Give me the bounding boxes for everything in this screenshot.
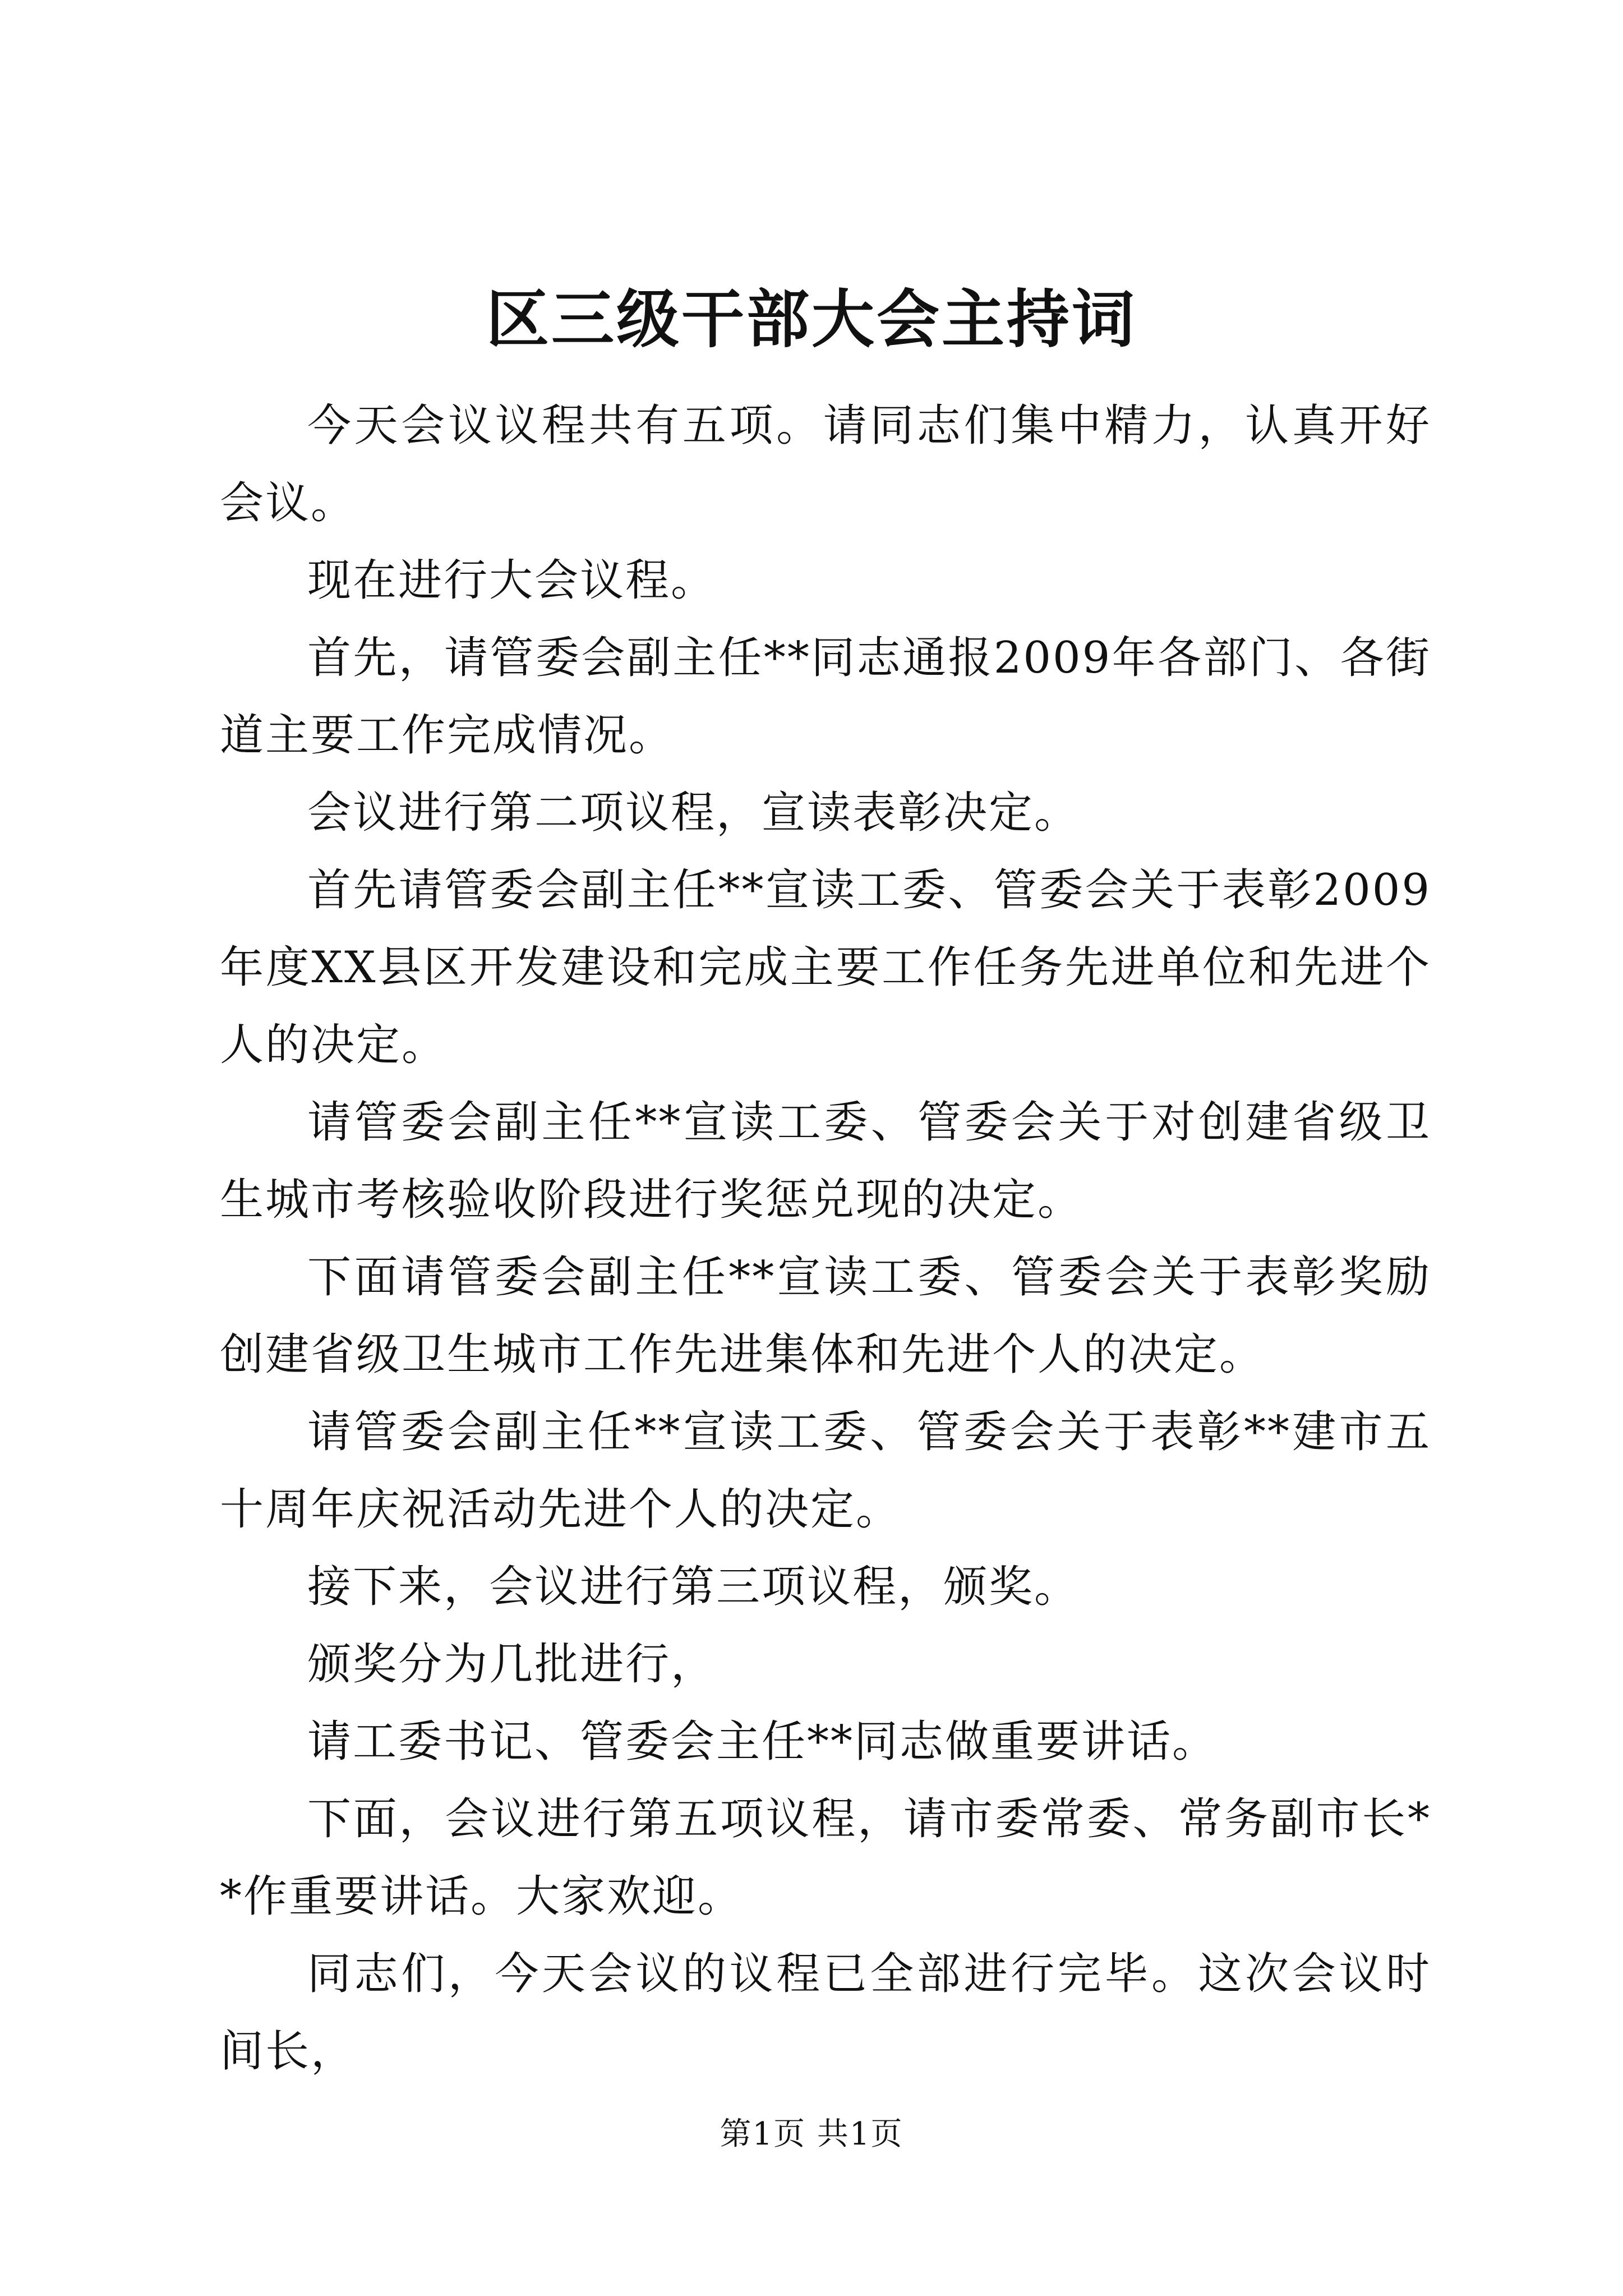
paragraph: 接下来，会议进行第三项议程，颁奖。 [307, 1562, 1080, 1612]
paragraph: 会议进行第二项议程，宣读表彰决定。 [307, 788, 1080, 838]
paragraph: 同志们，今天会议的议程已全部进行完毕。这次会议时间长， [220, 1949, 1431, 2077]
paragraph: 颁奖分为几批进行， [307, 1639, 717, 1690]
paragraph: 现在进行大会议程。 [307, 555, 717, 606]
document-title: 区三级干部大会主持词 [486, 283, 1137, 356]
paragraph: 请管委会副主任**宣读工委、管委会关于对创建省级卫生城市考核验收阶段进行奖惩兑现的决定。 [220, 1097, 1431, 1225]
document-body [220, 387, 1431, 2090]
paragraph: 首先请管委会副主任**宣读工委、管委会关于表彰2009年度XX县区开发建设和完成主要工作任务先进单位和先进个人的决定。 [220, 865, 1431, 1070]
paragraph: 下面，会议进行第五项议程，请市委常委、常务副市长**作重要讲话。大家欢迎。 [220, 1794, 1431, 1922]
paragraph: 首先，请管委会副主任**同志通报2009年各部门、各街道主要工作完成情况。 [220, 633, 1431, 761]
paragraph: 今天会议议程共有五项。请同志们集中精力，认真开好会议。 [220, 401, 1431, 528]
paragraph: 下面请管委会副主任**宣读工委、管委会关于表彰奖励创建省级卫生城市工作先进集体和先进个人的决定。 [220, 1252, 1431, 1380]
paragraph: 请工委书记、管委会主任**同志做重要讲话。 [307, 1717, 1218, 1767]
paragraph: 请管委会副主任**宣读工委、管委会关于表彰**建市五十周年庆祝活动先进个人的决定。 [220, 1407, 1431, 1535]
page-footer: 第1页 共1页 [720, 2116, 903, 2152]
